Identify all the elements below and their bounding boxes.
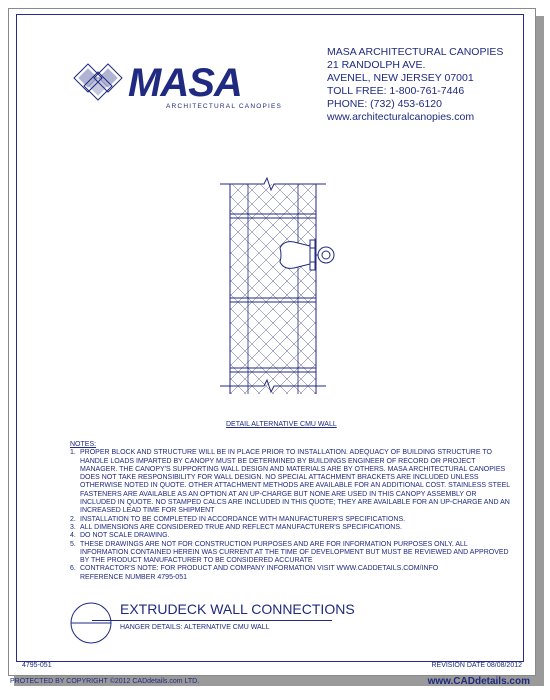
drawing-title: EXTRUDECK WALL CONNECTIONS [120,601,355,617]
company-address-block [327,46,503,124]
note-item [70,516,510,524]
note-number: 1. [70,449,76,457]
masa-logo [62,56,284,112]
notes-section [70,441,510,582]
note-text: PROPER BLOCK AND STRUCTURE WILL BE IN PLACE PRIOR TO INSTALLATION. ADEQUACY OF BUILDING STRUCTURE TO HANDLE LOADS IMPARTED BY CANOPY MUST BE DETERMINED BY BUILDINGS ENGINEER OF RECORD OR PROJECT MANAGER. THE CANOPY'S SUPPORTING WALL DESIGN AND MATERIALS ARE BY OTHERS. MASA ARCHITECTURAL CANOPIES DOES NOT TAKE RESPONSIBILITY FOR WALL DESIGN. NO SPECIAL ATTACHMENT BRACKETS ARE INCLUDED UNLESS OTHERWISE NOTED IN QUOTE. OTHER ATTACHMENT METHODS ARE AVAILABLE FOR AN ADDITIONAL COST. STAINLESS STEEL FASTENERS ARE AVAILABLE AS AN OPTION AT AN UP-CHARGE BUT NONE ARE USED IN THIS CANOPY ASSEMBLY OR INCLUDED IN QUOTE. NO STAMPED CALCS ARE INCLUDED IN THIS QUOTE; THEY ARE AVAILABLE FOR AN UP-CHARGE AND AN INCREASED LEAD TIME FOR SHIPMENT [80,449,510,515]
note-text: INSTALLATION TO BE COMPLETED IN ACCORDANCE WITH MANUFACTURER'S SPECIFICATIONS. [80,515,406,523]
drawing-code: 4795-051 [22,662,52,669]
detail-caption: DETAIL ALTERNATIVE CMU WALL [226,421,337,428]
company-toll-free: TOLL FREE: 1-800-761-7446 [327,85,465,97]
note-item [70,524,510,532]
copyright-notice: PROTECTED BY COPYRIGHT ©2012 CADdetails.com LTD. [10,678,200,685]
revision-date: REVISION DATE 08/08/2012 [431,662,522,669]
note-number: 5. [70,540,76,548]
reference-number [70,574,510,582]
notes-title: NOTES: [70,441,97,448]
title-symbol-icon [70,602,112,644]
note-number: 3. [70,523,76,531]
note-item [70,565,510,573]
note-number: 2. [70,515,76,523]
company-phone: PHONE: (732) 453-6120 [327,98,442,110]
note-item [70,449,510,515]
logo-diamonds-icon [74,64,122,100]
company-city: AVENEL, NEW JERSEY 07001 [327,72,474,84]
drawing-subtitle: HANGER DETAILS: ALTERNATIVE CMU WALL [120,624,270,631]
cmu-block-column [230,184,316,394]
note-text: DO NOT SCALE DRAWING. [80,532,170,540]
company-street: 21 RANDOLPH AVE. [327,59,426,71]
company-name: MASA ARCHITECTURAL CANOPIES [327,46,504,58]
note-item [70,541,510,566]
note-text: THESE DRAWINGS ARE NOT FOR CONSTRUCTION PURPOSES AND ARE FOR INFORMATION PURPOSES ONLY. ALL INFORMATION CONTAINED HEREIN WAS CURRENT AT THE TIME OF DEVELOPMENT BUT MUST BE REVIEWED AND APPROVED BY THE PRODUCT MANUFACTURER TO BE CONSIDERED ACCURATE [80,540,509,565]
note-item [70,532,510,540]
note-number: 4. [70,532,76,540]
cad-details-link[interactable]: www.CADdetails.com [427,676,530,687]
company-website: www.architecturalcanopies.com [327,111,475,123]
cmu-wall-detail [210,176,350,402]
reference-text: REFERENCE NUMBER 4795-051 [80,573,187,581]
logo-tagline: ARCHITECTURAL CANOPIES [166,103,283,110]
title-rule [92,620,332,621]
logo-wordmark: MASA [128,61,242,105]
note-text: ALL DIMENSIONS ARE CONSIDERED TRUE AND REFLECT MANUFACTURER'S SPECIFICATIONS. [80,523,402,531]
note-text: CONTRACTOR'S NOTE: FOR PRODUCT AND COMPANY INFORMATION VISIT WWW.CADDETAILS.COM/INFO [80,565,439,573]
note-number: 6. [70,565,76,573]
